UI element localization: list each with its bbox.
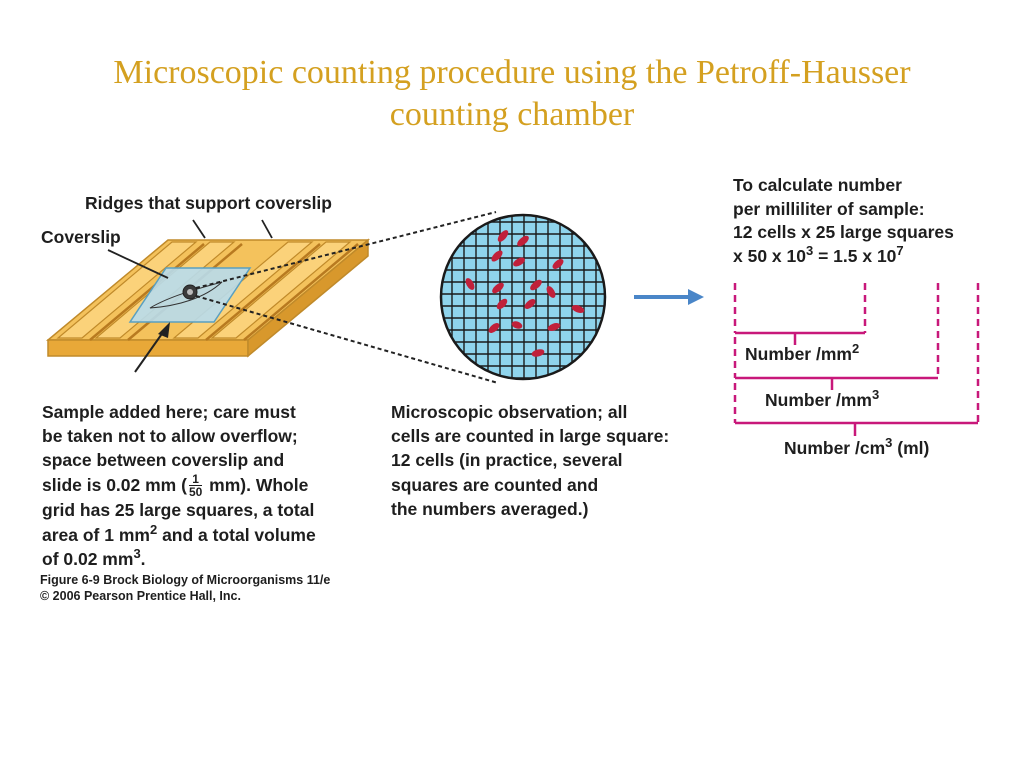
bracket-label-mm2-text: Number /mm (745, 344, 852, 364)
observation-note (391, 400, 669, 521)
caption-line-2: © 2006 Pearson Prentice Hall, Inc. (40, 589, 241, 603)
sample-note-line-4-start: slide is 0.02 mm ( (42, 474, 187, 495)
bracket-label-mm2 (745, 341, 860, 365)
sample-note-line-6-start: area of 1 mm (42, 524, 150, 545)
sample-note-line-7 (42, 547, 316, 571)
bracket-label-cm3-suffix: (ml) (892, 438, 930, 458)
ridges-label: Ridges that support coverslip (85, 193, 332, 213)
fraction-denominator: 50 (188, 485, 203, 500)
bracket-label-mm2-sup: 2 (851, 341, 860, 357)
sample-note-line-2: be taken not to allow overflow; (42, 426, 298, 447)
fraction-numerator: 1 (189, 473, 202, 486)
magnified-grid (435, 210, 610, 385)
title-line-2: counting chamber (389, 96, 635, 133)
calculation-sup-1: 3 (805, 242, 814, 258)
sample-note-line-4-end: mm). Whole (204, 474, 309, 495)
sample-note-line-7-start: of 0.02 mm (42, 548, 134, 569)
figure-caption (40, 572, 330, 604)
title-line-1: Microscopic counting procedure using the Petroff-Hausser (113, 54, 911, 91)
sample-note-line-7-end: . (140, 548, 146, 569)
calculation-line-4-start: x 50 x 10 (733, 245, 806, 266)
bracket-label-cm3-text: Number /cm (784, 438, 886, 458)
sample-note-line-4 (42, 473, 316, 499)
bracket-mm2 (735, 283, 865, 345)
bracket-mm3 (735, 283, 938, 390)
calculation-arrow (634, 289, 704, 305)
bracket-label-cm3-sup: 3 (885, 435, 893, 451)
observation-note-line-1: Microscopic observation; all (391, 402, 628, 422)
bracket-label-mm3-sup: 3 (871, 387, 880, 403)
bracket-label-cm3 (784, 435, 930, 459)
sample-note-line-7-sup: 3 (133, 546, 141, 562)
caption-line-1: Figure 6-9 Brock Biology of Microorganisms 11/e (40, 573, 331, 587)
observation-note-line-2: cells are counted in large square: (391, 426, 670, 447)
calculation-note (733, 174, 954, 268)
ridges-pointer-1 (193, 220, 205, 238)
bracket-label-mm3 (765, 387, 880, 411)
calculation-line-1: To calculate number (733, 175, 902, 195)
calculation-line-4 (733, 242, 954, 269)
calculation-line-4-middle: = 1.5 x 10 (813, 245, 897, 266)
calculation-sup-2: 7 (896, 242, 904, 258)
fraction-one-fiftieth (189, 473, 202, 498)
coverslip-label: Coverslip (41, 227, 121, 247)
sample-note (42, 400, 316, 571)
bracket-label-mm3-text: Number /mm (765, 390, 872, 410)
sample-note-line-6 (42, 523, 316, 547)
sample-note-line-1: Sample added here; care must (42, 402, 296, 422)
ridges-pointer-2 (262, 220, 272, 238)
calculation-line-2: per milliliter of sample: (733, 198, 925, 219)
sample-note-line-5: grid has 25 large squares, a total (42, 500, 315, 521)
grid-spot-center (187, 289, 193, 295)
observation-note-line-4: squares are counted and (391, 474, 599, 495)
sample-note-line-3: space between coverslip and (42, 450, 285, 471)
observation-note-line-3: 12 cells (in practice, several (391, 450, 623, 471)
observation-note-line-5: the numbers averaged.) (391, 498, 589, 519)
sample-note-line-6-end: and a total volume (157, 524, 316, 545)
sample-note-line-6-sup: 2 (149, 521, 158, 537)
calculation-line-3: 12 cells x 25 large squares (733, 222, 954, 242)
